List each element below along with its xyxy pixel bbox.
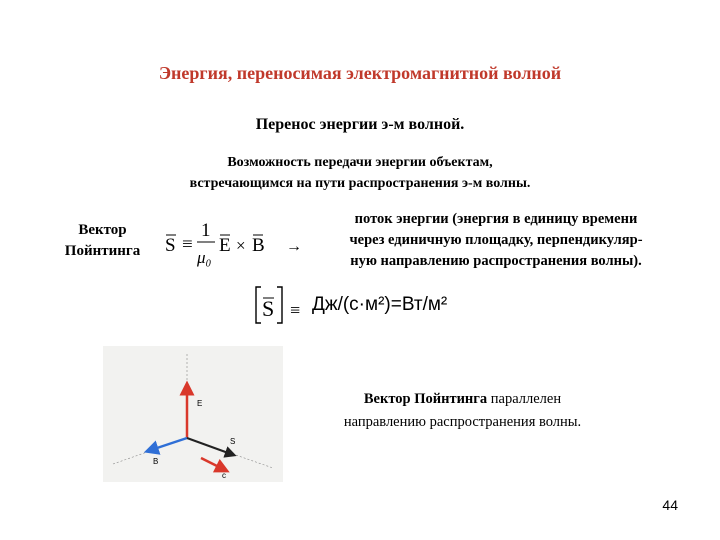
c-velocity-arrow — [201, 458, 223, 469]
flux-line-3: ную направлению распространения волны). — [350, 253, 642, 269]
poynting-vector-label — [50, 220, 155, 262]
s-vector-arrow — [187, 438, 231, 454]
energy-flux-text — [312, 209, 680, 272]
caption-rest: параллелен — [487, 391, 562, 407]
b-field-arrow — [151, 438, 187, 450]
vector-label-line-2: Пойнтинга — [64, 243, 141, 259]
figure-caption — [290, 388, 635, 434]
units-text: Дж/(с·м²)=Вт/м² — [312, 294, 448, 315]
units-bracket — [252, 284, 310, 326]
units-symbol: S — [262, 296, 275, 321]
caption-bold: Вектор Пойнтинга — [363, 391, 488, 407]
caption-line-2: направлению распространения волны. — [343, 414, 582, 430]
formula-arrow: → — [286, 238, 302, 255]
possibility-text — [0, 152, 720, 194]
poynting-vector-figure — [103, 346, 283, 482]
possibility-line-2: встречающимся на пути распространения э-м волны. — [189, 176, 531, 191]
flux-line-2: через единичную площадку, перпендикуляр- — [349, 232, 643, 248]
slide-title: Энергия, переносимая электромагнитной волной — [158, 63, 562, 83]
formula-times: × — [236, 236, 246, 255]
slide-subtitle: Перенос энергии э-м волной. — [255, 116, 465, 133]
possibility-line-1: Возможность передачи энергии объектам, — [227, 155, 493, 170]
formula-denominator: μ₀ — [197, 248, 212, 267]
formula-numerator: 1 — [201, 220, 211, 241]
formula-equiv: ≡ — [182, 234, 193, 255]
poynting-formula — [160, 214, 310, 270]
caption-line-1 — [290, 388, 635, 411]
label-s: S — [230, 437, 236, 446]
flux-line-1: поток энергии (энергия в единицу времени — [354, 211, 638, 227]
formula-b: B — [252, 235, 265, 256]
units-equiv: ≡ — [290, 300, 301, 320]
formula-e: E — [219, 235, 231, 256]
page-number: 44 — [662, 497, 678, 513]
vector-label-line-1: Вектор — [78, 222, 127, 238]
label-e: E — [197, 399, 203, 408]
label-c: c — [222, 471, 226, 480]
formula-lhs: S — [165, 235, 176, 256]
label-b: B — [153, 457, 159, 466]
